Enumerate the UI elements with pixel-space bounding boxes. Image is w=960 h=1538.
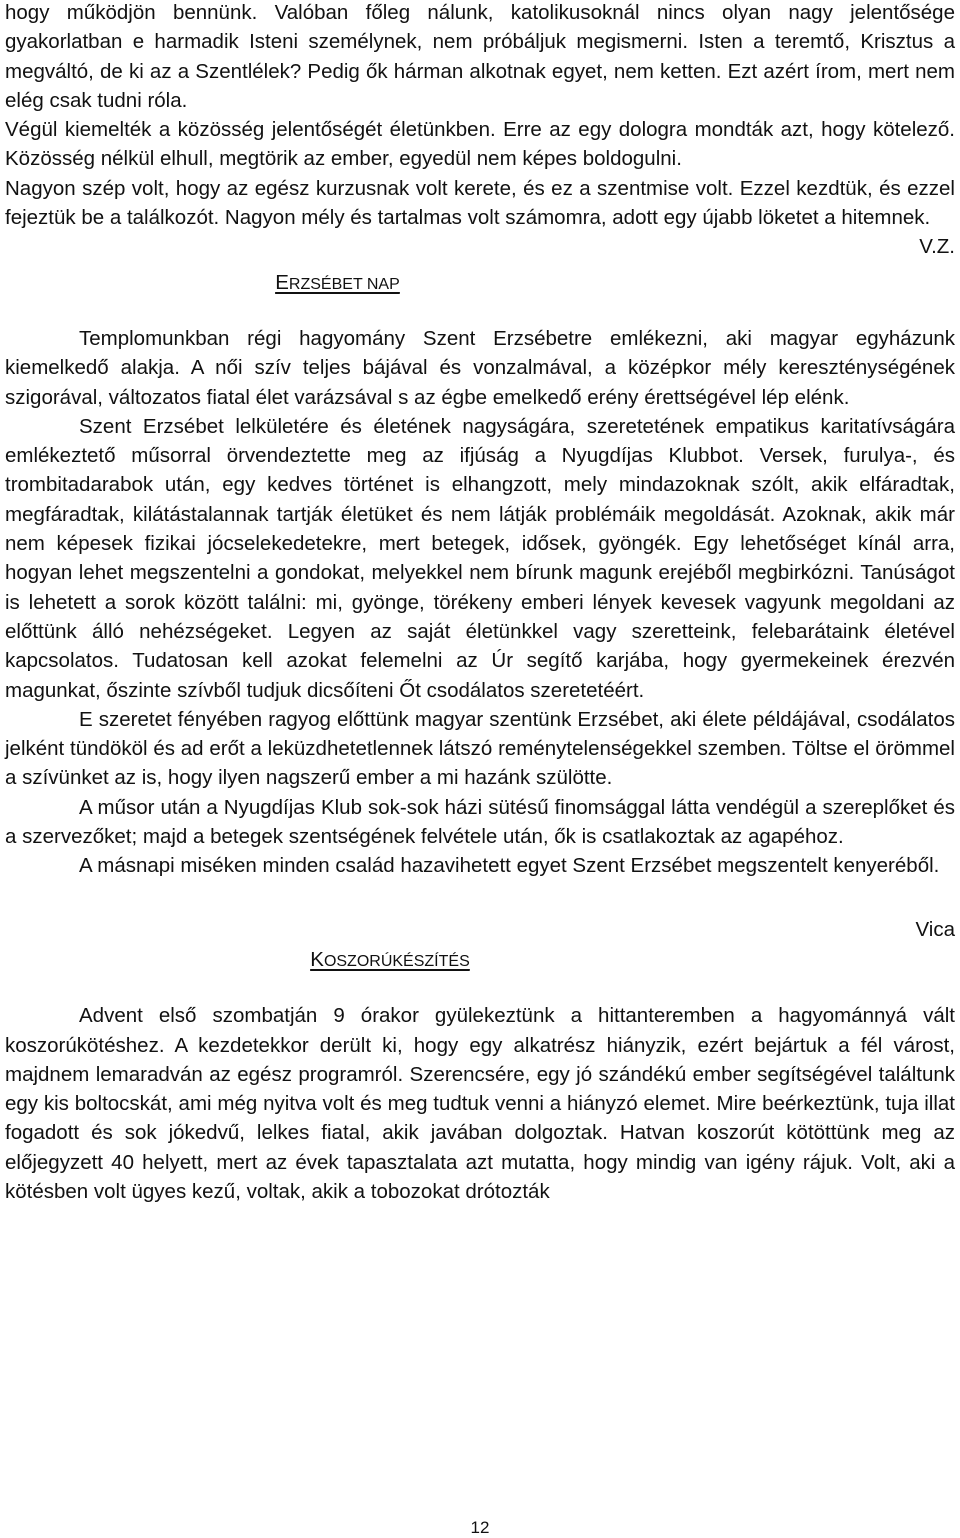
document-page [5,0,955,1206]
intro-signature: V.Z. [919,235,955,259]
title-rest: RZSÉBET NAP [288,275,400,293]
erzsebet-signature: Vica [915,917,955,941]
intro-paragraph-2: Végül kiemelték a közösség jelentőségét életünkben. Erre az egy dologra mondták azt, hogy kötelező. Közösség nélkül elhull, megtörik az ember, egyedül nem képes boldogulni. [5,118,955,171]
koszoru-paragraph: Advent első szombatján 9 órakor gyülekeztünk a hittanteremben a hagyománnyá vált koszorúkötéshez. A kezdetekkor derült ki, hogy egy alkatrész hiányzik, ezért bejártuk a fél várost, majdnem lemaradván az egész programról. Szerencsére, egy jó szándékú ember segítségével találtunk egy kis boltocskát, ami még nyitva volt és meg tudtuk venni a hiányzó elemet. Mire beérkeztünk, tuja illat fogadott és sok jókedvű, lelkes fiatal, akik javában dolgoztak. Hatvan koszorút kötöttünk meg az előjegyzett 40 helyett, mert az évek tapasztalata azt mutatta, hogy mindig van igény rájuk. Volt, aki a kötésben volt ügyes kezű, voltak, akik a tobozokat drótozták [5,1004,955,1203]
title-initial: E [275,270,289,294]
section-title-koszorukeszites [5,945,955,976]
erzsebet-paragraph-1: Templomunkban régi hagyomány Szent Erzsébetre emlékezni, aki magyar egyházunk kiemelkedő alakja. A női szív teljes bájával és vonzalmával, a középkor mély kereszténységének szigorával, változatos fiatal élet varázsával s az égbe emelkedő erény érettségével lép elénk. [5,326,955,409]
erzsebet-paragraph-5: A másnapi miséken minden család hazavihetett egyet Szent Erzsébet megszentelt kenyeréből. [79,854,940,878]
page-number: 12 [470,1518,490,1537]
erzsebet-paragraph-2: Szent Erzsébet lelkületére és életének nagyságára, szeretetének empatikus karitatívságára emlékeztető műsorral örvendeztette meg az ifjúság a Nyugdíjas Klubbot. Versek, furulya-, és trombitadarabok után, egy kedves történet is elhangzott, mely mindazoknak szólt, akik elfáradtak, megfáradtak, kilátástalannak tartják életüket és nem látják problémáik megoldását. Azoknak, akik már nem képesek fizikai jócselekedetekre, mert betegek, idősek, gyöngék. Egy lehetőséget kínál arra, hogyan lehet megszentelni a gondokat, melyekkel nem bírunk magunk erejéből megbirkózni. Tanúságot is lehetett a sorok között találni: mi, gyönge, törékeny emberi lények kevesek vagyunk megoldani az előttünk álló nehézségeket. Legyen az saját életünkkel vagy szeretteink, felebarátaink életével kapcsolatos. Tudatosan kell azokat felemelni az Úr segítő karjába, hogy gyermekeinek érezvén magunkat, őszinte szívből tudjuk dicsőíteni Őt csodálatos szeretetéért. [5,414,955,702]
intro-paragraph-3: Nagyon szép volt, hogy az egész kurzusnak volt kerete, és ez a szentmise volt. Ezzel kezdtük, és ezzel fejeztük be a találkozót. Nagyon mély és tartalmas volt számomra, adott egy újabb löketet a hitemnek. [5,176,955,230]
intro-paragraph-1: hogy működjön bennünk. Valóban főleg nálunk, katolikusoknál nincs olyan nagy jelentősége gyakorlatban e harmadik Isteni személynek, nem próbáljuk megismerni. Isten a teremtő, Krisztus a megváltó, de ki az a Szentlélek? Pedig ők hárman alkotnak egyet, nem ketten. Ezt azért írom, mert nem elég csak tudni róla. [5,1,955,112]
erzsebet-paragraph-3: E szeretet fényében ragyog előttünk magyar szentünk Erzsébet, aki élete példájával, csodálatos jelként tündököl és ad erőt a leküzdhetetlennek látszó reménytelenségekkel szemben. Töltse el örömmel a szívünket az is, hogy ilyen nagszerű ember a mi hazánk szülötte. [5,707,955,790]
title-initial: K [310,947,324,971]
erzsebet-paragraph-4: A műsor után a Nyugdíjas Klub sok-sok házi sütésű finomsággal látta vendégül a szereplőket és a szervezőket; majd a betegek szentségének felvétele után, ők is csatlakoztak az agapéhoz. [5,795,955,849]
title-rest: OSZORÚKÉSZÍTÉS [323,952,470,970]
section-title-erzsebet-nap [5,268,955,299]
